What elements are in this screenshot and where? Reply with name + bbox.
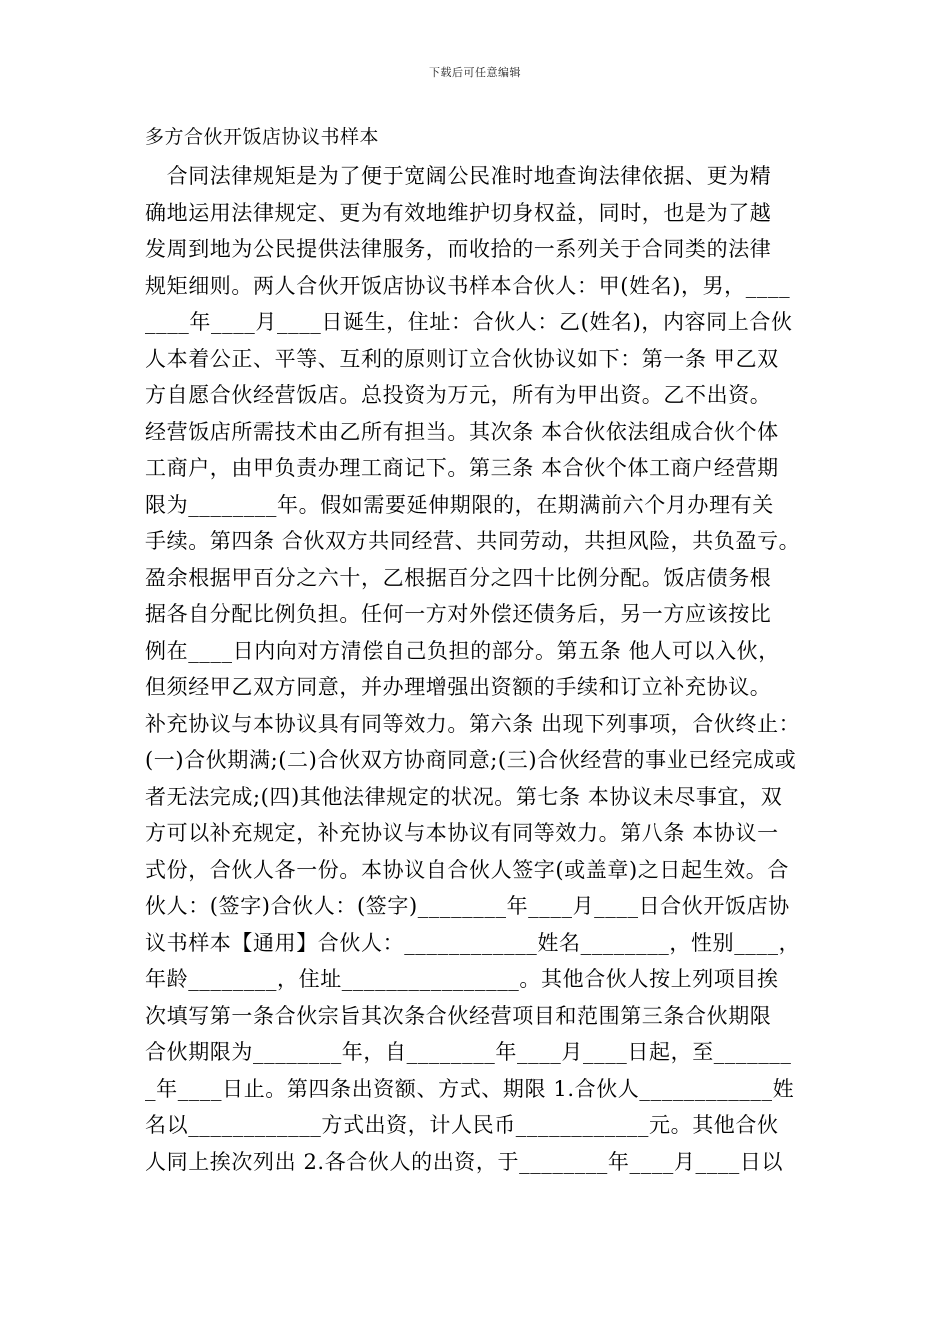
document-line: 例在____日内向对方清偿自己负担的部分。第五条 他人可以入伙， bbox=[145, 638, 780, 663]
document-line: 规矩细则。两人合伙开饭店协议书样本合伙人：甲(姓名)，男，____ bbox=[145, 273, 791, 298]
document-line: 议书样本【通用】合伙人：____________姓名________，性别____， bbox=[145, 930, 801, 955]
document-line: 伙人：(签字)合伙人：(签字)________年____月____日合伙开饭店协 bbox=[145, 894, 790, 918]
document-line: 手续。第四条 合伙双方共同经营、共同劳动，共担风险，共负盈亏。 bbox=[145, 529, 801, 553]
document-line: 年龄________，住址________________。其他合伙人按上列项目挨 bbox=[145, 967, 779, 991]
document-line: 者无法完成;(四)其他法律规定的状况。第七条 本协议未尽事宜，双 bbox=[145, 784, 783, 809]
document-line: 合同法律规矩是为了便于宽阔公民准时地查询法律依据、更为精 bbox=[145, 164, 772, 188]
document-line: (一)合伙期满;(二)合伙双方协商同意;(三)合伙经营的事业已经完成或 bbox=[145, 748, 797, 772]
document-line: 发周到地为公民提供法律服务，而收拾的一系列关于合同类的法律 bbox=[145, 237, 772, 261]
document-line: 盈余根据甲百分之六十，乙根据百分之四十比例分配。饭店债务根 bbox=[145, 565, 772, 590]
document-line: 次填写第一条合伙宗旨其次条合伙经营项目和范围第三条合伙期限 bbox=[145, 1003, 772, 1028]
document-line: 限为________年。假如需要延伸期限的，在期满前六个月办理有关 bbox=[145, 492, 774, 517]
document-line: _年____日止。第四条出资额、方式、期限 1.合伙人____________姓 bbox=[145, 1076, 795, 1101]
document-line: 合伙期限为________年，自________年____月____日起，至_______ bbox=[145, 1040, 792, 1064]
document-line: 人本着公正、平等、互利的原则订立合伙协议如下：第一条 甲乙双 bbox=[145, 346, 779, 371]
document-line: 补充协议与本协议具有同等效力。第六条 出现下列事项，合伙终止： bbox=[145, 711, 801, 736]
document-line: 确地运用法律规定、更为有效地维护切身权益，同时，也是为了越 bbox=[145, 200, 772, 225]
document-line: 方可以补充规定，补充协议与本协议有同等效力。第八条 本协议一 bbox=[145, 821, 779, 845]
document-body bbox=[145, 158, 805, 1180]
document-line: ____年____月____日诞生，住址：合伙人：乙(姓名)，内容同上合伙 bbox=[145, 310, 793, 334]
document-line: 经营饭店所需技术由乙所有担当。其次条 本合伙依法组成合伙个体 bbox=[145, 419, 779, 444]
document-line: 人同上挨次列出 2.各合伙人的出资，于________年____月____日以 bbox=[145, 1149, 784, 1174]
document-line: 式份，合伙人各一份。本协议自合伙人签字(或盖章)之日起生效。合 bbox=[145, 857, 789, 882]
document-line: 方自愿合伙经营饭店。总投资为万元，所有为甲出资。乙不出资。 bbox=[145, 383, 772, 407]
page-header: 下载后可任意编辑 bbox=[429, 66, 521, 79]
document-line: 但须经甲乙双方同意，并办理增强出资额的手续和订立补充协议。 bbox=[145, 675, 772, 699]
document-line: 据各自分配比例负担。任何一方对外偿还债务后，另一方应该按比 bbox=[145, 602, 772, 626]
document-title: 多方合伙开饭店协议书样本 bbox=[145, 126, 380, 148]
document-line: 名以____________方式出资，计人民币____________元。其他合伙 bbox=[145, 1113, 779, 1137]
document-line: 工商户，由甲负责办理工商记下。第三条 本合伙个体工商户经营期 bbox=[145, 456, 779, 480]
